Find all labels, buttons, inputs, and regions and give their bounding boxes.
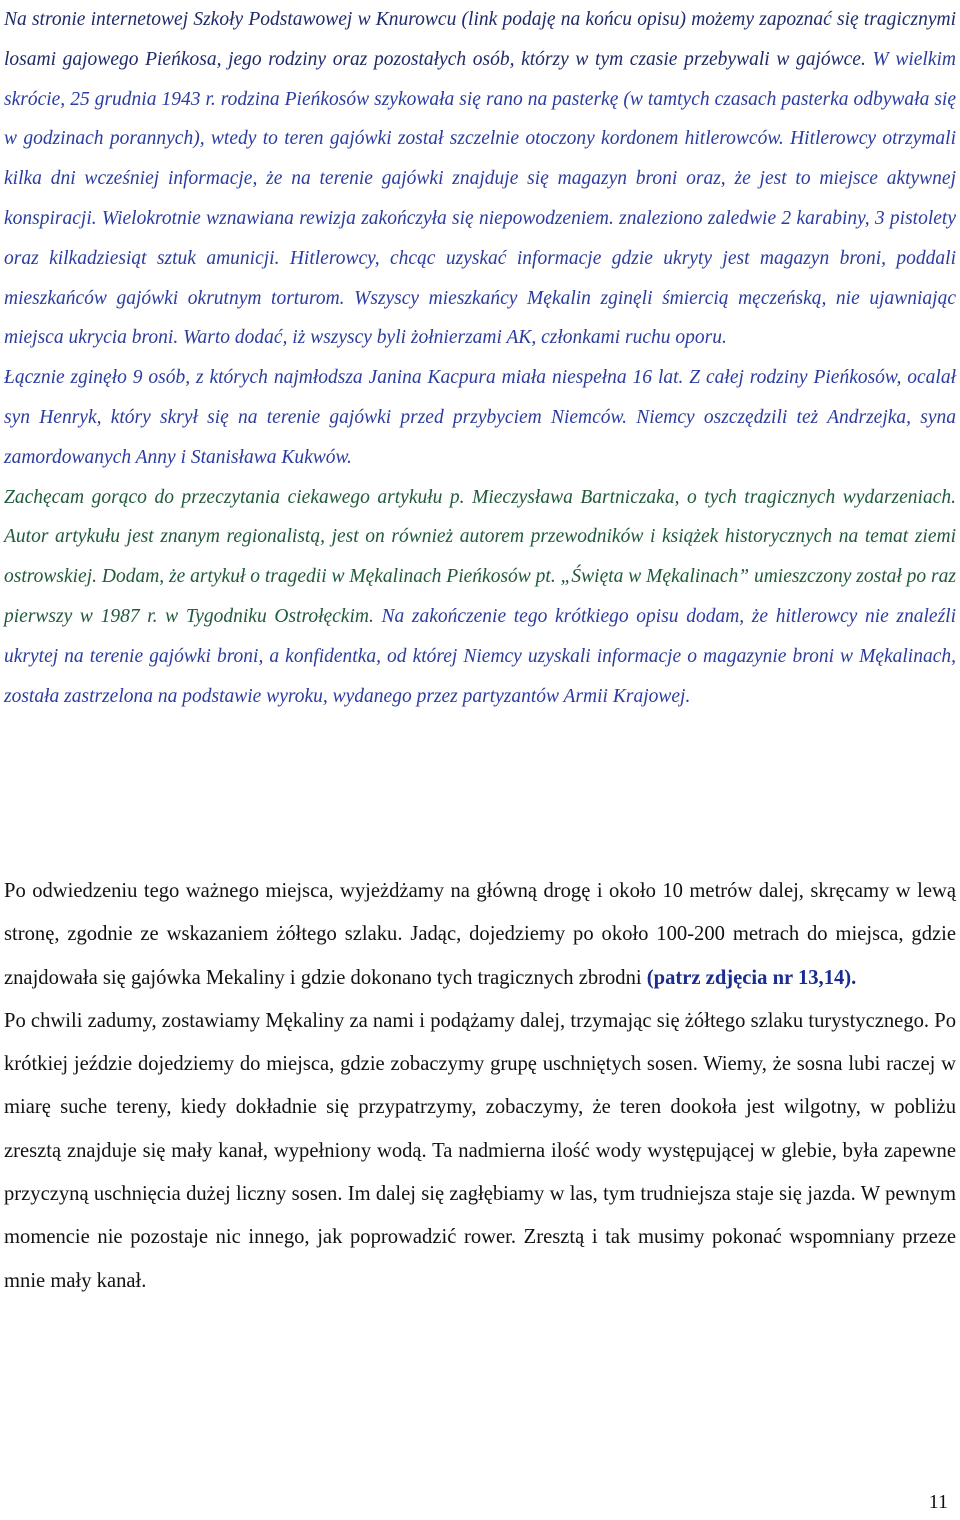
paragraph-1-summary: W wielkim skrócie, 25 grudnia 1943 r. rodzina Pieńkosów szykowała się rano na pasterkę (w tamtych czasach pasterka odbywała się w godzinach porannych), wtedy to teren gajówki został szczelnie otoczony kordonem hitlerowców. Hitlerowcy otrzymali kilka dni wcześniej informacje, że na terenie gajówki znajduje się magazyn broni oraz, że jest to miejsce aktywnej konspiracji. Wielokrotnie wznawiana rewizja zakończyła się niepowodzeniem. znaleziono zaledwie 2 karabiny, 3 pistolety oraz kilkadziesiąt sztuk amunicji. Hitlerowcy, chcąc uzyskać informacje gdzie ukryty jest magazyn broni, poddali mieszkańców gajówki okrutnym torturom. Wszyscy mieszkańcy Mękalin zginęli śmiercią męczeńską, nie ujawniając miejsca ukrycia broni. Warto dodać, iż wszyscy byli żołnierzami AK, członkami ruchu oporu. <box>4 48 956 349</box>
document-page <box>4 0 956 1520</box>
paragraph-3-conclusion: Na zakończenie tego krótkiego opisu dodam, że hitlerowcy nie znaleźli ukrytej na terenie gajówki broni, a konfidentka, od której Niemcy uzyskali informacje o magazynie broni w Mękalinach, została zastrzelona na podstawie wyroku, wydanego przez partyzantów Armii Krajowej. <box>4 605 957 707</box>
italic-paragraph-1 <box>4 0 956 358</box>
route-description <box>4 870 956 1303</box>
regular-paragraph-2 <box>4 1000 956 1303</box>
paragraph-4-text: Po odwiedzeniu tego ważnego miejsca, wyjeżdżamy na główną drogę i około 10 metrów dalej, skręcamy w lewą stronę, zgodnie ze wskazaniem żółtego szlaku. Jadąc, dojedziemy po około 100-200 metrach do miejsca, gdzie znajdowała się gajówka Mekaliny i gdzie dokonano tych tragicznych zbrodni <box>4 880 956 989</box>
paragraph-3-recommendation: Zachęcam gorąco do przeczytania ciekawego artykułu p. Mieczysława Bartniczaka, o tych tragicznych wydarzeniach. Autor artykułu jest znanym regionalistą, jest on również autorem przewodników i książek historycznych na temat ziemi ostrowskiej. Dodam, że artykuł o tragedii w Mękalinach Pieńkosów pt. „Święta w Mękalinach” umieszczony został po raz pierwszy w 1987 r. w Tygodniku Ostrołęckim. <box>4 486 956 627</box>
italic-paragraph-2 <box>4 358 956 477</box>
paragraph-1-intro: Na stronie internetowej Szkoły Podstawowej w Knurowcu (link podaję na końcu opisu) możemy zapoznać się tragicznymi losami gajowego Pieńkosa, jego rodziny oraz pozostałych osób, którzy w tym czasie przebywali w gajówce. <box>4 9 956 70</box>
italic-paragraph-3 <box>4 478 956 717</box>
italic-article-summary <box>4 0 956 716</box>
paragraph-2-victims: Łącznie zginęło 9 osób, z których najmłodsza Janina Kacpura miała niespełna 16 lat. Z całej rodziny Pieńkosów, ocalał syn Henryk, który skrył się na terenie gajówki przed przybyciem Niemców. Niemcy oszczędzili też Andrzejka, syna zamordowanych Anny i Stanisława Kukwów. <box>4 367 956 468</box>
paragraph-5-text: Po chwili zadumy, zostawiamy Mękaliny za nami i podążamy dalej, trzymając się żółtego szlaku turystycznego. Po krótkiej jeździe dojedziemy do miejsca, gdzie zobaczymy grupę uschniętych sosen. Wiemy, że sosna lubi raczej w miarę suche tereny, kiedy dokładnie się przypatrzymy, zobaczymy, że teren dookoła jest wilgotny, w pobliżu zresztą znajduje się mały kanał, wypełniony wodą. Ta nadmierna ilość wody występującej w glebie, była zapewne przyczyną uschnięcia dużej liczny sosen. Im dalej się zagłębiamy w las, tym trudniejsza staje się jazda. W pewnym momencie nie pozostaje nic innego, jak poprowadzić rower. Zresztą i tak musimy pokonać wspomniany przeze mnie mały kanał. <box>4 1009 956 1292</box>
page-number: 11 <box>928 1491 948 1513</box>
regular-paragraph-1 <box>4 870 956 1000</box>
photo-reference: (patrz zdjęcia nr 13,14). <box>646 966 857 989</box>
